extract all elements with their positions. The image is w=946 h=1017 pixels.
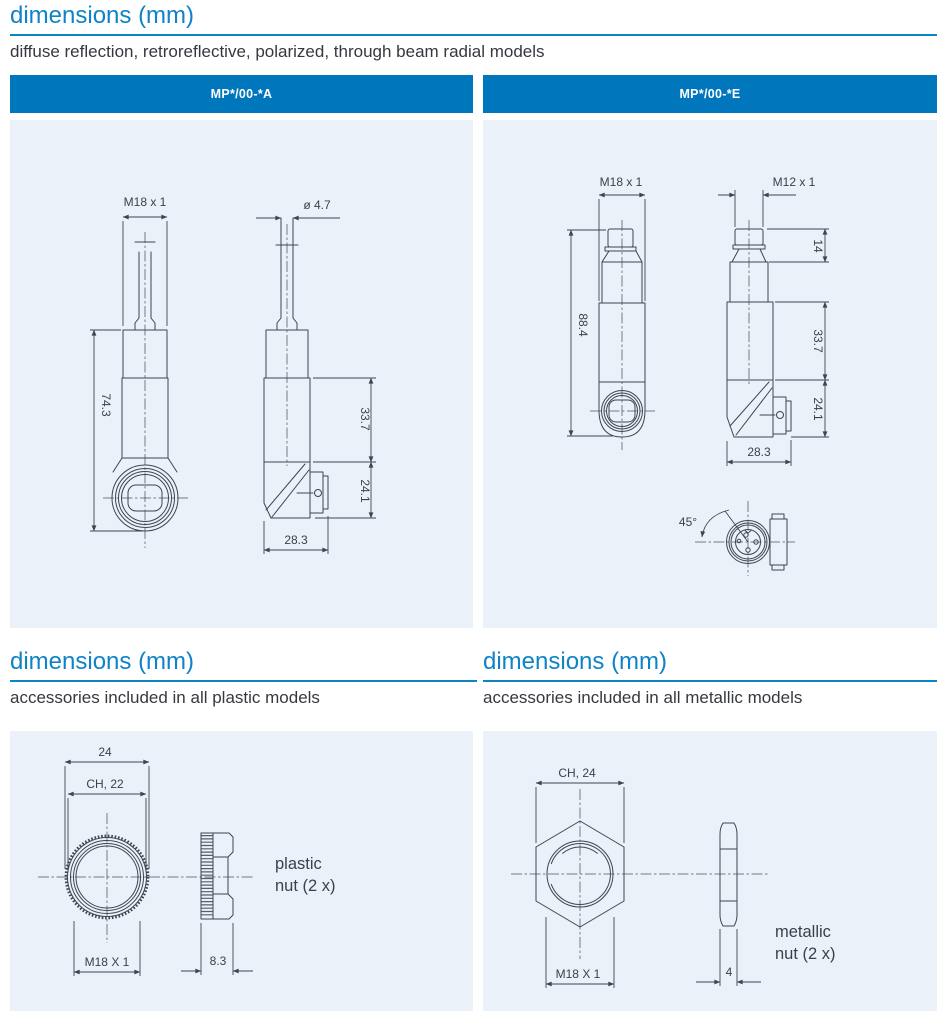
metallic-nut-drawing [483, 731, 937, 1011]
metallic-nut-label [775, 923, 836, 963]
metallic-section-title: dimensions (mm) [483, 648, 668, 675]
panel-a-header [10, 75, 473, 113]
panel-e-header-label: MP*/00-*E [679, 87, 741, 101]
plastic-nut-front-view [38, 745, 255, 976]
thickness-dim: 8.3 [209, 954, 227, 968]
nut-label-line2: nut (2 x) [775, 945, 836, 963]
thread-dim-label: M18 x 1 [123, 195, 167, 209]
metallic-nut-side-view [696, 823, 761, 986]
panel-e-drawing [483, 120, 937, 628]
panel-e-header [483, 75, 937, 113]
panel-e-drawing-area [483, 120, 937, 628]
title-rule [10, 34, 937, 36]
thread-dim-label: M18 X 1 [84, 955, 130, 969]
sensor-e-side-view [718, 175, 829, 466]
panel-a-header-label: MP*/00-*A [210, 87, 273, 101]
total-height-dim: 74.3 [99, 393, 113, 417]
head-length-dim: 24.1 [811, 397, 825, 421]
thread-dim-label: M18 X 1 [555, 967, 601, 981]
metallic-nut-drawing-area [483, 731, 937, 1011]
plastic-section-title: dimensions (mm) [10, 648, 195, 675]
nut-label-line1: plastic [275, 855, 322, 873]
connector-rotation-detail [679, 501, 795, 576]
plastic-nut-side-view [181, 833, 253, 975]
sensor-e-front-view [567, 175, 655, 450]
connector-length-dim: 14 [811, 239, 825, 253]
plastic-nut-drawing-area [10, 731, 473, 1011]
cable-diameter-dim: ø 4.7 [303, 198, 331, 212]
wrench-size-dim: CH, 22 [86, 777, 124, 791]
head-width-dim: 28.3 [284, 533, 308, 547]
total-height-dim: 88.4 [576, 313, 590, 337]
sensor-a-side-view [256, 198, 376, 554]
metallic-section-subtitle: accessories included in all metallic models [483, 688, 803, 707]
wrench-size-dim: CH, 24 [558, 766, 596, 780]
sensor-a-front-view [90, 195, 190, 548]
rotation-angle-label: 45° [678, 515, 698, 529]
page-subtitle: diffuse reflection, retroreflective, polarized, through beam radial models [10, 42, 545, 61]
body-length-dim: 33.7 [811, 329, 825, 353]
outer-diameter-dim: 24 [98, 745, 112, 759]
thickness-dim: 4 [725, 965, 733, 979]
head-width-dim: 28.3 [747, 445, 771, 459]
connector-dim-label: M12 x 1 [772, 175, 816, 189]
body-length-dim: 33.7 [358, 407, 372, 431]
panel-a-drawing-area [10, 120, 473, 628]
metallic-nut-front-view [511, 766, 768, 988]
nut-label-line2: nut (2 x) [275, 877, 336, 895]
panel-a-drawing [10, 120, 473, 628]
plastic-title-rule [10, 680, 477, 682]
head-length-dim: 24.1 [358, 479, 372, 503]
nut-label-line1: metallic [775, 923, 831, 941]
plastic-nut-drawing [10, 731, 473, 1011]
thread-dim-label: M18 x 1 [599, 175, 643, 189]
plastic-nut-label [275, 855, 336, 895]
plastic-section-subtitle: accessories included in all plastic models [10, 688, 320, 707]
page-title: dimensions (mm) [10, 2, 195, 29]
metallic-title-rule [483, 680, 937, 682]
